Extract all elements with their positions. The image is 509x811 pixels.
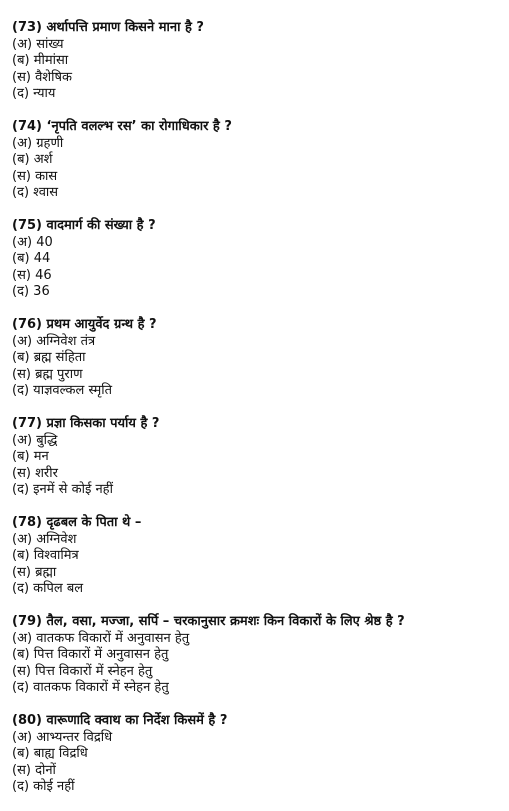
question-77 <box>12 416 509 499</box>
option-c: (स) कास <box>12 168 58 184</box>
option-b: (ब) मीमांसा <box>12 53 69 68</box>
option-d: (द) कपिल बल <box>12 581 84 596</box>
option-b: (ब) अर्श <box>12 152 53 167</box>
option-c: (स) शरीर <box>12 465 58 481</box>
question-text: (76) प्रथम आयुर्वेद ग्रन्थ है ? <box>12 317 157 332</box>
option-d: (द) इनमें से कोई नहीं <box>12 482 113 497</box>
option-c: (स) दोनों <box>12 762 56 778</box>
option-c: (स) ब्रह्मा <box>12 564 57 580</box>
option-d: (द) कोई नहीं <box>12 779 75 794</box>
option-c: (स) 46 <box>12 267 52 283</box>
option-b: (ब) बाह्य विद्रधि <box>12 746 88 761</box>
option-a: (अ) वातकफ विकारों में अनुवासन हेतु <box>12 630 190 646</box>
question-text: (78) दृढबल के पिता थे – <box>12 515 142 530</box>
question-78 <box>12 515 509 598</box>
option-a: (अ) 40 <box>12 234 53 250</box>
question-75 <box>12 218 509 301</box>
option-b: (ब) मन <box>12 449 49 464</box>
option-d: (द) न्याय <box>12 86 56 101</box>
option-b: (ब) ब्रह्म संहिता <box>12 350 86 365</box>
question-76 <box>12 317 509 400</box>
option-d: (द) वातकफ विकारों में स्नेहन हेतु <box>12 680 169 695</box>
option-d: (द) 36 <box>12 284 50 299</box>
question-74 <box>12 119 509 202</box>
option-a: (अ) अग्निवेश <box>12 531 77 547</box>
question-text: (79) तैल, वसा, मज्जा, सर्पि – चरकानुसार क्रमशः किन विकारों के लिए श्रेष्ठ है ? <box>12 614 405 629</box>
question-80 <box>12 713 509 796</box>
question-79 <box>12 614 509 697</box>
option-a: (अ) आभ्यन्तर विद्रधि <box>12 729 113 745</box>
option-a: (अ) बुद्धि <box>12 432 58 448</box>
option-a: (अ) सांख्य <box>12 36 64 52</box>
option-c: (स) वैशेषिक <box>12 69 72 85</box>
question-text: (73) अर्थापत्ति प्रमाण किसने माना है ? <box>12 20 204 35</box>
option-b: (ब) 44 <box>12 251 51 266</box>
option-a: (अ) ग्रहणी <box>12 135 64 151</box>
option-b: (ब) विश्वामित्र <box>12 548 79 563</box>
question-text: (75) वादमार्ग की संख्या है ? <box>12 218 156 233</box>
option-d: (द) याज्ञवल्कल स्मृति <box>12 383 113 398</box>
question-text: (80) वारूणादि क्वाथ का निर्देश किसमें है ? <box>12 713 228 728</box>
option-c: (स) पित्त विकारों में स्नेहन हेतु <box>12 663 153 679</box>
option-c: (स) ब्रह्म पुराण <box>12 366 83 382</box>
option-a: (अ) अग्निवेश तंत्र <box>12 333 96 349</box>
question-text: (74) ‘नृपति वलल्भ रस’ का रोगाधिकार है ? <box>12 119 232 134</box>
question-text: (77) प्रज्ञा किसका पर्याय है ? <box>12 416 160 431</box>
option-d: (द) श्वास <box>12 185 59 200</box>
question-73 <box>12 20 509 103</box>
option-b: (ब) पित्त विकारों में अनुवासन हेतु <box>12 647 169 662</box>
